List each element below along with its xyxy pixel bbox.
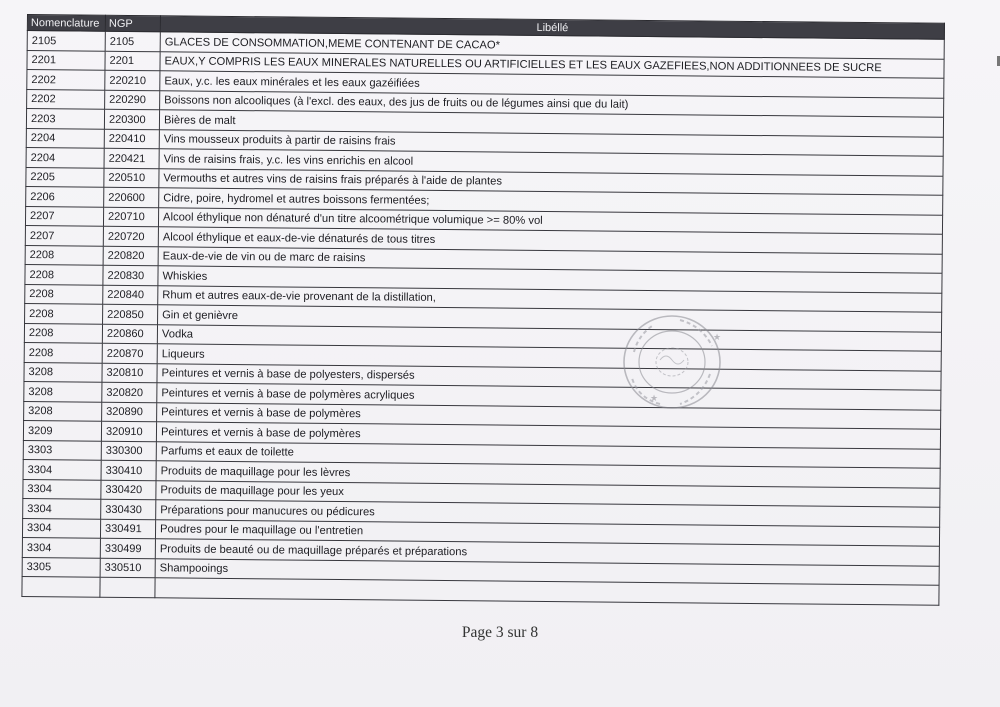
cell-ngp: 220290	[105, 90, 160, 110]
cell-nomenclature: 2204	[26, 128, 104, 148]
page-number: Page 3 sur 8	[461, 624, 539, 641]
cell-ngp: 220600	[104, 187, 159, 207]
cell-libelle: EAUX,Y COMPRIS LES EAUX MINERALES NATURELLES OU ARTIFICIELLES ET LES EAUX GAZEFIEES,NON ADDITIONNEES DE SUCRE	[160, 51, 944, 78]
cell-libelle: GLACES DE CONSOMMATION,MEME CONTENANT DE CACAO*	[160, 32, 944, 59]
nomenclature-sheet	[21, 14, 945, 605]
cell-nomenclature: 3305	[22, 557, 100, 577]
svg-text:★: ★	[650, 394, 659, 404]
official-stamp	[620, 312, 724, 412]
cell-nomenclature: 2208	[25, 245, 103, 265]
cell-libelle: Bières de malt	[159, 110, 943, 137]
cell-ngp: 330420	[101, 480, 156, 500]
cell-ngp: 330430	[101, 499, 156, 519]
nomenclature-table	[21, 14, 945, 605]
cell-nomenclature: 2202	[27, 70, 105, 90]
cell-libelle: Produits de beauté ou de maquillage préparés et préparations	[155, 539, 939, 566]
cell-ngp: 330510	[100, 558, 155, 578]
cell-nomenclature: 2206	[26, 186, 104, 206]
cell-nomenclature: 2207	[25, 225, 103, 245]
cell-ngp: 220300	[104, 109, 159, 129]
cell-ngp: 330499	[100, 538, 155, 558]
cell-libelle: Rhum et autres eaux-de-vie provenant de la distillation,	[158, 285, 942, 312]
cell-libelle: Préparations pour manucures ou pédicures	[156, 500, 940, 527]
cell-nomenclature: 2105	[27, 31, 105, 51]
cell-ngp: 330410	[101, 460, 156, 480]
cell-libelle: Shampooings	[155, 558, 939, 585]
cell-libelle: Peintures et vernis à base de polymères acryliques	[157, 383, 941, 410]
cell-libelle: Alcool éthylique et eaux-de-vie dénaturés de tous titres	[158, 227, 942, 254]
cell-ngp: 330300	[101, 441, 156, 461]
cell-ngp: 320810	[102, 363, 157, 383]
cell-ngp	[100, 577, 155, 597]
cell-nomenclature: 3304	[23, 498, 101, 518]
cell-nomenclature: 2201	[27, 50, 105, 70]
cell-nomenclature: 2208	[25, 284, 103, 304]
cell-nomenclature: 3304	[23, 479, 101, 499]
cell-nomenclature	[22, 576, 100, 596]
cell-libelle: Alcool éthylique non dénaturé d'un titre alcoométrique volumique >= 80% vol	[158, 207, 942, 234]
cell-libelle: Vermouths et autres vins de raisins frais préparés à l'aide de plantes	[159, 168, 943, 195]
cell-libelle: Peintures et vernis à base de polymères	[156, 422, 940, 449]
cell-ngp: 330491	[100, 519, 155, 539]
cell-ngp: 220850	[103, 304, 158, 324]
cell-libelle: Parfums et eaux de toilette	[156, 441, 940, 468]
cell-nomenclature: 2205	[26, 167, 104, 187]
cell-ngp: 320890	[102, 402, 157, 422]
cell-libelle: Boissons non alcooliques (à l'excl. des eaux, des jus de fruits ou de légumes ainsi que du lait)	[160, 90, 944, 117]
cell-ngp: 220840	[103, 285, 158, 305]
header-ngp: NGP	[105, 15, 160, 32]
cell-libelle: Produits de maquillage pour les lèvres	[156, 461, 940, 488]
cell-ngp: 220820	[103, 246, 158, 266]
cell-libelle: Vins mousseux produits à partir de raisins frais	[159, 129, 943, 156]
cell-libelle: Vins de raisins frais, y.c. les vins enrichis en alcool	[159, 149, 943, 176]
cell-ngp: 220830	[103, 265, 158, 285]
cell-nomenclature: 3209	[23, 420, 101, 440]
cell-nomenclature: 3304	[22, 537, 100, 557]
cell-libelle: Peintures et vernis à base de polymères	[157, 402, 941, 429]
cell-libelle: Peintures et vernis à base de polyesters, dispersés	[157, 363, 941, 390]
cell-nomenclature: 2208	[24, 342, 102, 362]
cell-libelle: Produits de maquillage pour les yeux	[156, 480, 940, 507]
header-libelle: Libéllé	[160, 16, 944, 40]
cell-ngp: 2105	[105, 31, 160, 51]
cell-ngp: 220210	[105, 70, 160, 90]
cell-nomenclature: 2208	[25, 303, 103, 323]
cell-ngp: 220410	[104, 129, 159, 149]
cell-ngp: 2201	[105, 51, 160, 71]
cell-nomenclature: 2208	[24, 323, 102, 343]
table-body	[22, 31, 944, 605]
cell-ngp: 220710	[103, 207, 158, 227]
cell-ngp: 220510	[104, 168, 159, 188]
header-nomenclature: Nomenclature	[27, 15, 105, 32]
cell-libelle: Vodka	[157, 324, 941, 351]
cell-ngp: 220870	[102, 343, 157, 363]
cell-nomenclature: 2208	[25, 264, 103, 284]
cell-ngp: 220421	[104, 148, 159, 168]
cell-libelle: Liqueurs	[157, 344, 941, 371]
cell-libelle: Cidre, poire, hydromel et autres boissons fermentées;	[159, 188, 943, 215]
cell-ngp: 320910	[101, 421, 156, 441]
cell-libelle: Whiskies	[158, 266, 942, 293]
cell-libelle: Gin et genièvre	[158, 305, 942, 332]
cell-libelle: Poudres pour le maquillage ou l'entretien	[155, 519, 939, 546]
cell-nomenclature: 3304	[23, 459, 101, 479]
cell-libelle: Eaux, y.c. les eaux minérales et les eaux gazéifiées	[160, 71, 944, 98]
cell-nomenclature: 2204	[26, 147, 104, 167]
cell-nomenclature: 3303	[23, 440, 101, 460]
cell-libelle: Eaux-de-vie de vin ou de marc de raisins	[158, 246, 942, 273]
cell-nomenclature: 3304	[22, 518, 100, 538]
cell-nomenclature: 3208	[24, 381, 102, 401]
cell-ngp: 220720	[103, 226, 158, 246]
cell-nomenclature: 2202	[27, 89, 105, 109]
cell-ngp: 320820	[102, 382, 157, 402]
cell-nomenclature: 3208	[24, 401, 102, 421]
cell-ngp: 220860	[102, 324, 157, 344]
cell-nomenclature: 3208	[24, 362, 102, 382]
cell-nomenclature: 2203	[26, 109, 104, 129]
svg-text:★: ★	[713, 333, 722, 343]
cell-nomenclature: 2207	[25, 206, 103, 226]
